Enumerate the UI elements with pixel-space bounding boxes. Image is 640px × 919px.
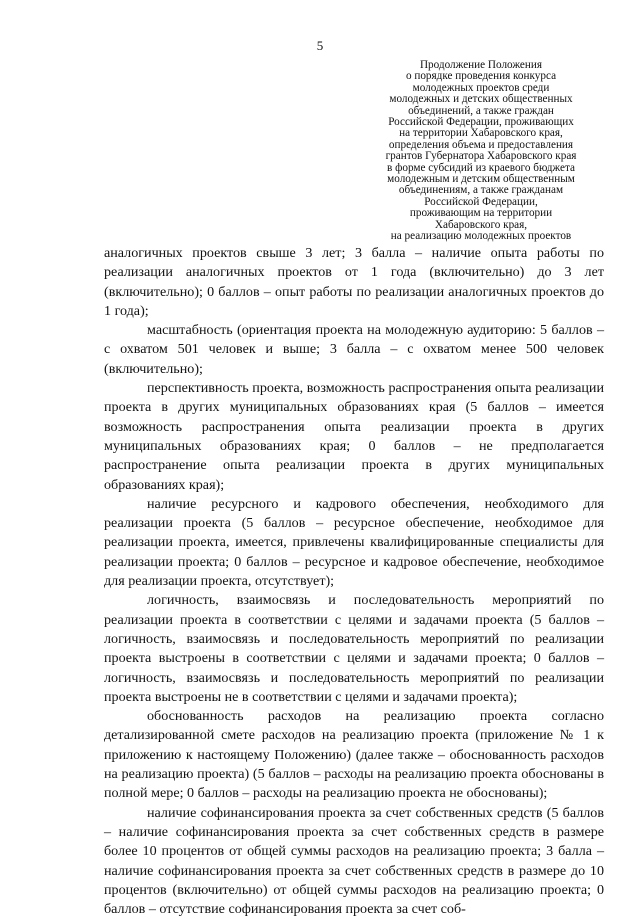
- header-line: определения объема и предоставления: [388, 138, 574, 151]
- paragraph-prospects-criterion: перспективность проекта, возможность распространения опыта реализации проекта в других муниципальных образованиях края (5 баллов – имеется возможность распространения опыта реализации проекта в других муниципальных образованиях края; 0 баллов – не предполагается распространение опыта реализации проекта в других муниципальных образованиях края);: [104, 380, 604, 493]
- header-line: Российской Федерации, проживающих: [388, 116, 574, 129]
- paragraph-cofinancing-criterion: наличие софинансирования проекта за счет собственных средств (5 баллов – наличие софинансирования проекта за счет собственных средств в размере более 10 процентов от общей суммы расходов на реализацию проекта; 3 балла – наличие софинансирования проекта за счет собственных средств в размере до 10 процентов (включительно) от общей суммы расходов на реализацию проекта; 0 баллов – отсутствие софинансирования проекта за счет соб-: [104, 804, 604, 918]
- paragraph-continuation: аналогичных проектов свыше 3 лет; 3 балла – наличие опыта работы по реализации аналогичных проектов от 1 года (включительно) до 3 лет (включительно); 0 баллов – опыт работы по реализации аналогичных проектов до 1 года);: [104, 245, 604, 319]
- header-line: на реализацию молодежных проектов: [390, 230, 572, 243]
- header-line: в форме субсидий из краевого бюджета: [387, 161, 575, 174]
- document-header: [372, 60, 590, 243]
- header-line: грантов Губернатора Хабаровского края: [385, 150, 577, 163]
- header-line: о порядке проведения конкурса: [405, 70, 557, 83]
- header-line: молодежным и детским общественным: [387, 173, 575, 186]
- header-line: объединений, а также граждан: [408, 104, 554, 117]
- paragraph-resources-criterion: наличие ресурсного и кадрового обеспечения, необходимого для реализации проекта (5 баллов – ресурсное обеспечение, необходимое для реализации проекта, имеется, привлечены квалифицированные специалисты для реализации проекта; 0 баллов – ресурсное и кадровое обеспечение, необходимое для реализации проекта, отсутствует);: [104, 495, 604, 590]
- header-line: Хабаровского края,: [434, 218, 528, 231]
- paragraph-logic-criterion: логичность, взаимосвязь и последовательность мероприятий по реализации проекта в соответствии с целями и задачами проекта (5 баллов – логичность, взаимосвязь и последовательность мероприятий по реализации проекта выстроены в соответствии с целями и задачами проекта; 0 баллов – логичность, взаимосвязь и последовательность мероприятий по реализации проекта выстроены не в соответствии с целями и задачами проекта);: [104, 592, 604, 705]
- paragraph-scale-criterion: масштабность (ориентация проекта на молодежную аудиторию: 5 баллов – с охватом 501 человек и выше; 3 балла – с охватом менее 500 человек (включительно);: [104, 322, 604, 377]
- header-line: проживающим на территории: [409, 207, 553, 220]
- body-text: [104, 244, 604, 919]
- paragraph-cost-justification-criterion: обоснованность расходов на реализацию проекта согласно детализированной смете расходов на реализацию проекта (приложение № 1 к приложению к настоящему Положению) (далее также – обоснованность расходов на реализацию проекта) (5 баллов – расходы на реализацию проекта обоснованы в полной мере; 0 баллов – расходы на реализацию проекта не обоснованы);: [104, 708, 604, 802]
- header-line: на территории Хабаровского края,: [399, 127, 563, 140]
- header-line: объединениям, а также гражданам: [398, 184, 564, 197]
- header-line: Российской Федерации,: [424, 195, 538, 208]
- header-line: Продолжение Положения: [419, 59, 543, 71]
- header-line: молодежных и детских общественных: [389, 93, 573, 106]
- header-line: молодежных проектов среди: [412, 81, 550, 94]
- page-number: 5: [316, 38, 324, 53]
